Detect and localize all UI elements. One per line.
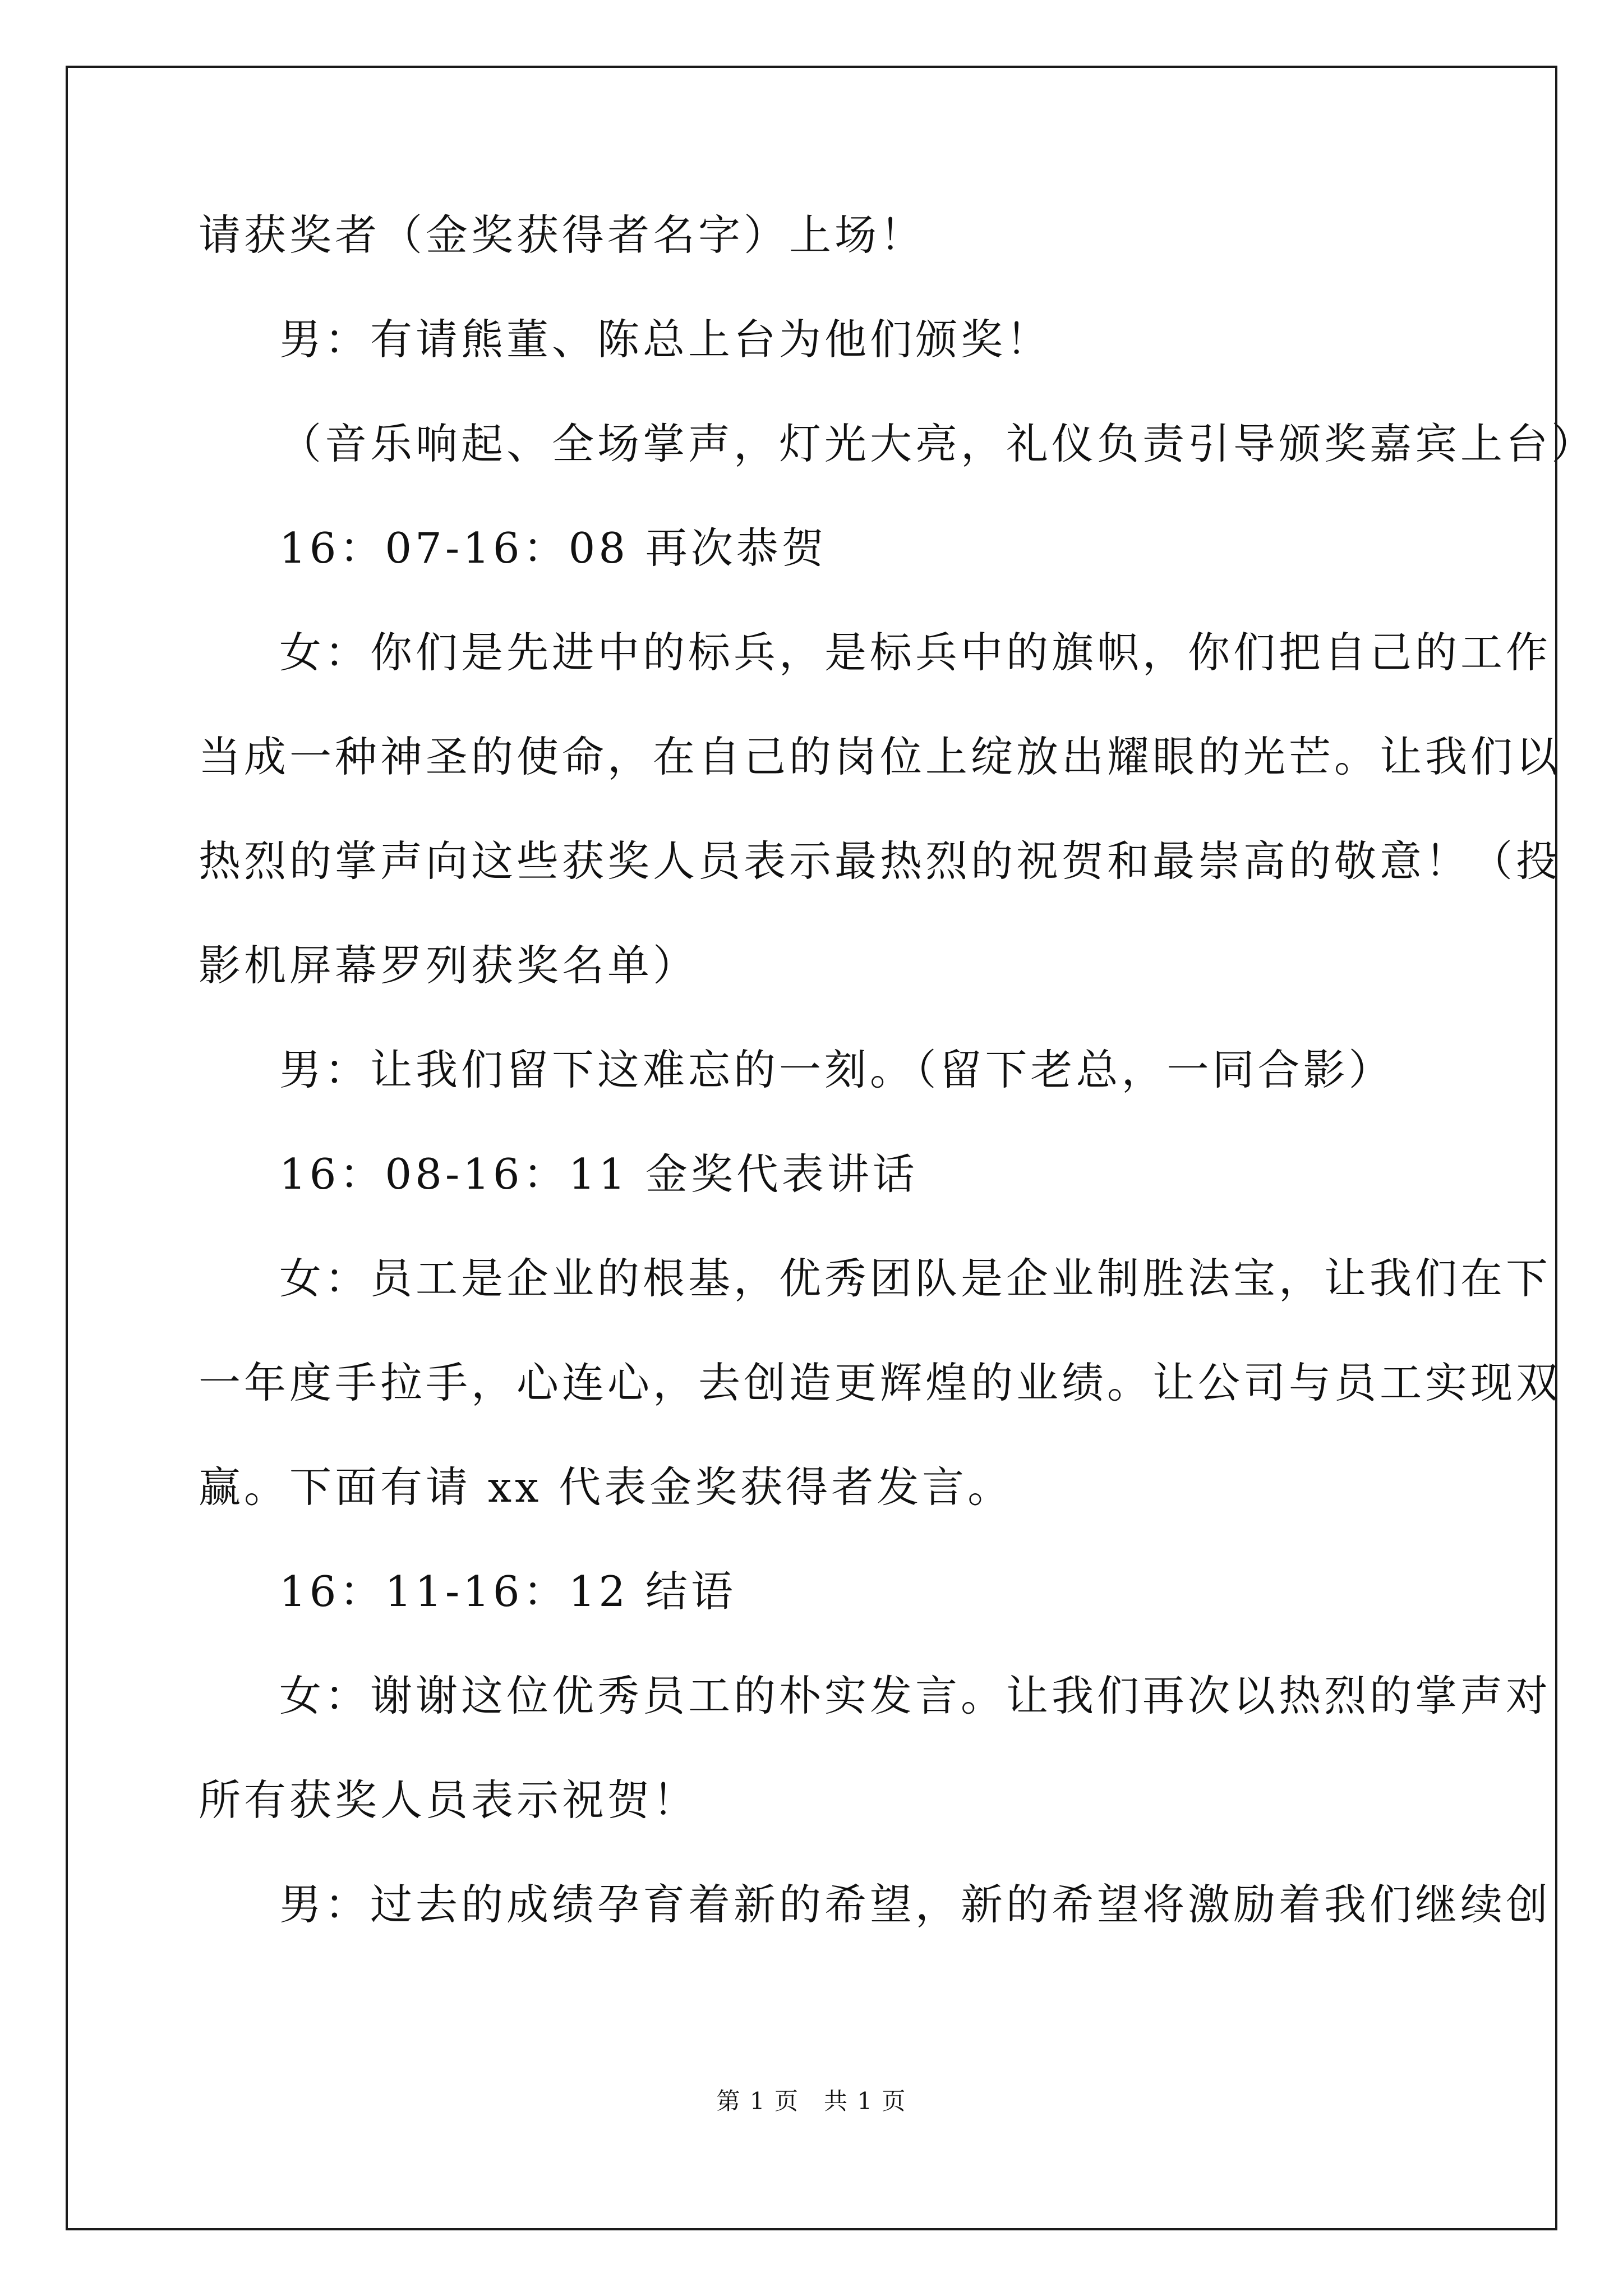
line-6: 当成一种神圣的使命，在自己的岗位上绽放出耀眼的光芒。让我们以 [199, 732, 1562, 781]
line-2: 男：有请熊董、陈总上台为他们颁奖！ [279, 315, 1052, 364]
line-16: 所有获奖人员表示祝贺！ [199, 1775, 699, 1825]
page-number-footer: 第 1 页 共 1 页 [716, 2087, 907, 2115]
line-1: 请获奖者（金奖获得者名字）上场！ [199, 210, 926, 260]
line-11: 女：员工是企业的根基，优秀团队是企业制胜法宝，让我们在下 [279, 1254, 1552, 1303]
line-8: 影机屏幕罗列获奖名单） [199, 941, 699, 990]
line-10: 16：08-16：11 金奖代表讲话 [279, 1149, 918, 1199]
line-17: 男：过去的成绩孕育着新的希望，新的希望将激励着我们继续创 [279, 1880, 1552, 1929]
line-12: 一年度手拉手，心连心，去创造更辉煌的业绩。让公司与员工实现双 [199, 1358, 1562, 1407]
line-7: 热烈的掌声向这些获奖人员表示最热烈的祝贺和最崇高的敬意！（投 [199, 836, 1562, 886]
line-14: 16：11-16：12 结语 [279, 1567, 736, 1616]
line-13: 赢。下面有请 xx 代表金奖获得者发言。 [199, 1462, 1013, 1512]
line-3: （音乐响起、全场掌声，灯光大亮，礼仪负责引导颁奖嘉宾上台） [279, 419, 1597, 468]
line-9: 男：让我们留下这难忘的一刻。（留下老总，一同合影） [279, 1045, 1394, 1094]
line-15: 女：谢谢这位优秀员工的朴实发言。让我们再次以热烈的掌声对 [279, 1671, 1552, 1720]
line-4: 16：07-16：08 再次恭贺 [279, 523, 827, 573]
line-5: 女：你们是先进中的标兵，是标兵中的旗帜，你们把自己的工作 [279, 628, 1552, 677]
